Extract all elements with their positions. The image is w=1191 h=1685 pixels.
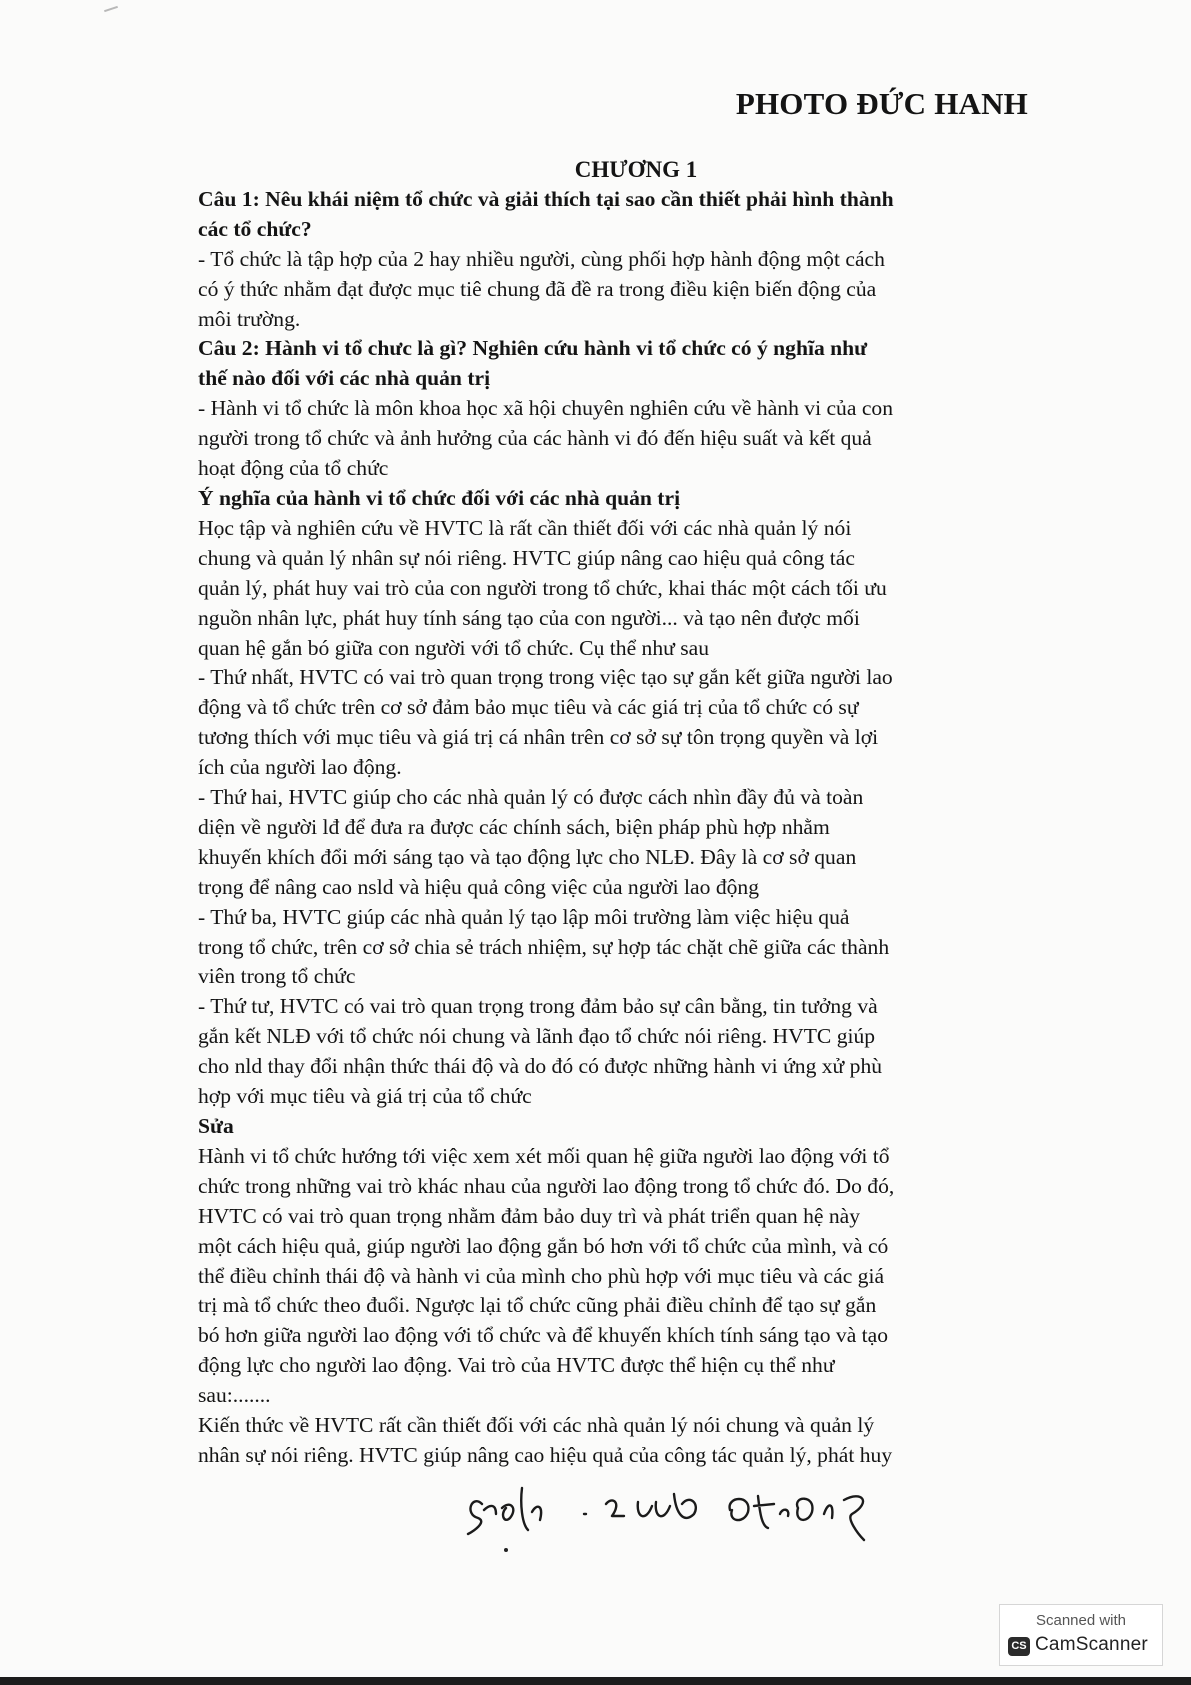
text-line: nhân sự nói riêng. HVTC giúp nâng cao hiệu quả của công tác quản lý, phát huy	[198, 1442, 893, 1467]
text-line: trị mà tổ chức theo đuổi. Ngược lại tổ chức cũng phải điều chỉnh để tạo sự gắn	[198, 1293, 877, 1318]
heading-line: Sửa	[198, 1114, 234, 1138]
watermark-line1: Scanned with	[1035, 1612, 1127, 1629]
text-line: thể điều chỉnh thái độ và hành vi của mình cho phù hợp với mục tiêu và các giá	[198, 1263, 885, 1288]
heading-line: Câu 1: Nêu khái niệm tổ chức và giải thích tại sao cần thiết phải hình thành	[198, 186, 894, 211]
text-line: nguồn nhân lực, phát huy tính sáng tạo của con người... và tạo nên được mối	[198, 605, 860, 630]
text-line: viên trong tổ chức	[198, 964, 356, 989]
text-line: sau:.......	[198, 1383, 271, 1408]
text-line: trong tổ chức, trên cơ sở chia sẻ trách nhiệm, sự hợp tác chặt chẽ giữa các thành	[198, 934, 890, 959]
text-line: khuyến khích đổi mới sáng tạo và tạo động lực cho NLĐ. Đây là cơ sở quan	[198, 844, 857, 869]
text-line: bó hơn giữa người lao động với tổ chức và để khuyến khích tính sáng tạo và tạo	[198, 1323, 889, 1348]
text-line: động lực cho người lao động. Vai trò của HVTC được thể hiện cụ thể như	[198, 1353, 835, 1378]
text-line: chung và quản lý nhân sự nói riêng. HVTC giúp nâng cao hiệu quả công tác	[198, 545, 855, 570]
text-line: hợp với mục tiêu và giá trị của tổ chức	[198, 1084, 532, 1109]
watermark-line2: CamScanner	[1035, 1634, 1148, 1655]
scan-artifact	[104, 6, 118, 12]
text-line: cho nld thay đổi nhận thức thái độ và do đó có được những hành vi ứng xử phù	[198, 1054, 883, 1079]
text-line: trọng để nâng cao nsld và hiệu quả công việc của người lao động	[198, 874, 760, 899]
text-line: chức trong những vai trò khác nhau của người lao động trong tổ chức đó. Do đó,	[198, 1173, 895, 1198]
text-line: - Thứ tư, HVTC có vai trò quan trọng trong đảm bảo sự cân bằng, tin tưởng và	[198, 994, 878, 1019]
camscanner-watermark	[999, 1604, 1163, 1666]
text-line: diện về người lđ để đưa ra được các chính sách, biện pháp phù hợp nhằm	[198, 814, 830, 839]
text-line: Hành vi tổ chức hướng tới việc xem xét mối quan hệ giữa người lao động với tổ	[198, 1143, 890, 1168]
text-line: có ý thức nhằm đạt được mục tiê chung đã đề ra trong điều kiện biến động của	[198, 276, 877, 301]
text-line: - Tổ chức là tập hợp của 2 hay nhiều người, cùng phối hợp hành động một cách	[198, 246, 885, 271]
text-line: hoạt động của tổ chức	[198, 456, 389, 481]
heading-line: thế nào đối với các nhà quản trị	[198, 366, 491, 391]
text-line: một cách hiệu quả, giúp người lao động gắn bó hơn với tổ chức của mình, và có	[198, 1233, 889, 1258]
text-line: quản lý, phát huy vai trò của con người trong tổ chức, khai thác một cách tối ưu	[198, 575, 887, 600]
text-line: - Hành vi tổ chức là môn khoa học xã hội chuyên nghiên cứu về hành vi của con	[198, 396, 894, 421]
text-line: động và tổ chức trên cơ sở đảm bảo mục tiêu và các giá trị của tổ chức có sự	[198, 695, 859, 720]
ink-dot	[504, 1548, 508, 1552]
page-header-title: PHOTO ĐỨC HANH	[735, 86, 1028, 121]
heading-line: các tổ chức?	[198, 216, 312, 241]
handwritten-signature	[462, 1474, 942, 1544]
heading-line: Ý nghĩa của hành vi tổ chức đối với các nhà quản trị	[198, 485, 681, 510]
text-line: Học tập và nghiên cứu về HVTC là rất cần thiết đối với các nhà quản lý nói	[198, 515, 852, 540]
text-line: gắn kết NLĐ với tổ chức nói chung và lãnh đạo tổ chức nói riêng. HVTC giúp	[198, 1024, 876, 1049]
text-line: quan hệ gắn bó giữa con người với tổ chức. Cụ thể như sau	[198, 635, 710, 660]
text-line: người trong tổ chức và ảnh hưởng của các hành vi đó đến hiệu suất và kết quả	[198, 426, 872, 451]
text-line: tương thích với mục tiêu và giá trị cá nhân trên cơ sở sự tôn trọng quyền và lợi	[198, 725, 879, 750]
heading-line: Câu 2: Hành vi tổ chưc là gì? Nghiên cứu hành vi tổ chức có ý nghĩa như	[198, 336, 868, 361]
chapter-heading: CHƯƠNG 1	[574, 157, 698, 182]
text-line: môi trường.	[198, 306, 301, 331]
text-line: - Thứ hai, HVTC giúp cho các nhà quản lý có được cách nhìn đầy đủ và toàn	[198, 785, 864, 810]
text-line: ích của người lao động.	[198, 755, 402, 780]
text-line: - Thứ nhất, HVTC có vai trò quan trọng trong việc tạo sự gắn kết giữa người lao	[198, 665, 893, 690]
camscanner-logo-icon: CS	[1008, 1637, 1030, 1656]
document-body	[198, 155, 1034, 1471]
text-line: - Thứ ba, HVTC giúp các nhà quản lý tạo lập môi trường làm việc hiệu quả	[198, 904, 850, 929]
text-lines	[198, 185, 1034, 1471]
text-line: Kiến thức về HVTC rất cần thiết đối với các nhà quản lý nói chung và quản lý	[198, 1413, 875, 1438]
scan-bottom-edge	[0, 1677, 1191, 1685]
text-line: HVTC có vai trò quan trọng nhằm đảm bảo duy trì và phát triển quan hệ này	[198, 1203, 861, 1228]
